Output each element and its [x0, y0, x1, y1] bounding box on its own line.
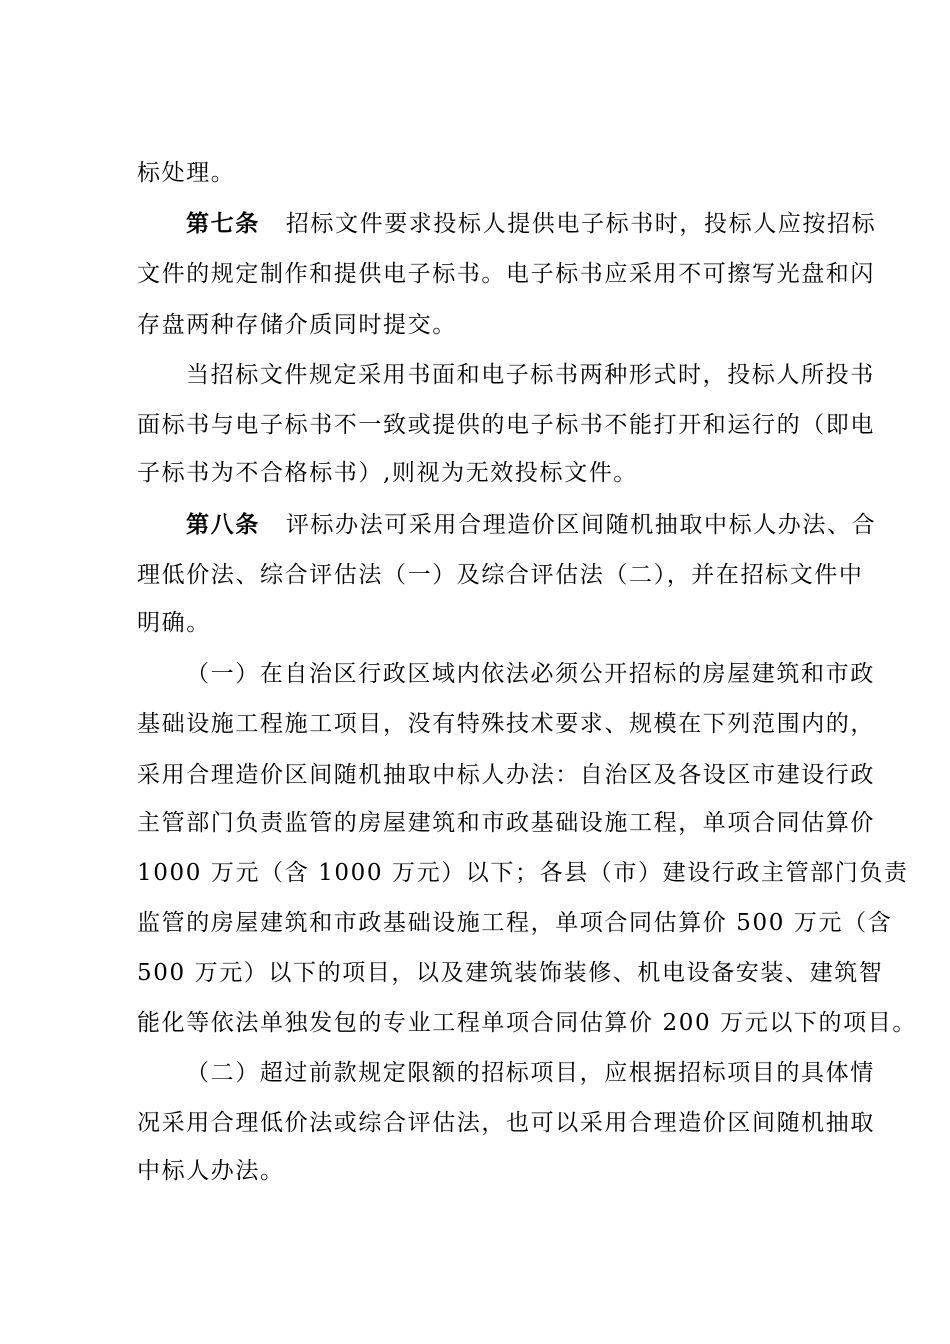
paragraph-line — [137, 458, 861, 488]
text-line: 理低价法、综合评估法（一）及综合评估法（二），并在招标文件中 — [137, 562, 864, 588]
article-heading: 第七条 — [186, 210, 260, 237]
text-line: 中标人办法。 — [137, 1158, 285, 1184]
text-line: 文件的规定制作和提供电子标书。电子标书应采用不可擦写光盘和闪 — [137, 261, 875, 287]
paragraph-line — [137, 1156, 861, 1186]
paragraph-line — [137, 560, 864, 590]
text-line: 评标办法可采用合理造价区间随机抽取中标人办法、合 — [285, 512, 877, 538]
paragraph-line — [137, 908, 893, 938]
article-heading: 第八条 — [186, 511, 260, 538]
text-line: 基础设施工程施工项目，没有特殊技术要求、规模在下列范围内的， — [137, 711, 875, 737]
paragraph-line — [137, 608, 861, 638]
text-line: 标处理。 — [137, 160, 236, 186]
article-8-first-line — [186, 510, 877, 540]
article-7-first-line — [186, 209, 877, 239]
paragraph-line — [137, 958, 884, 988]
text-line: 面标书与电子标书不一致或提供的电子标书不能打开和运行的（即电 — [137, 412, 875, 438]
paragraph-line — [186, 1058, 875, 1088]
text-line: 监管的房屋建筑和市政基础设施工程，单项合同估算价 500 万元（含 — [137, 910, 893, 936]
text-line: 招标文件要求投标人提供电子标书时，投标人应按招标 — [285, 211, 877, 237]
paragraph-line — [137, 310, 861, 340]
text-line: 明确。 — [137, 610, 211, 636]
text-line: 采用合理造价区间随机抽取中标人办法：自治区及各设区市建设行政 — [137, 762, 875, 788]
text-line: 当招标文件规定采用书面和电子标书两种形式时，投标人所投书 — [186, 362, 875, 388]
text-line: 1000 万元（含 1000 万元）以下；各县（市）建设行政主管部门负责 — [137, 860, 909, 886]
paragraph-line — [137, 808, 875, 838]
paragraph-line — [137, 259, 875, 289]
text-line: 500 万元）以下的项目，以及建筑装饰装修、机电设备安装、建筑智 — [137, 960, 884, 986]
paragraph-line — [137, 760, 875, 790]
paragraph-line — [137, 858, 909, 888]
paragraph-line — [137, 1108, 875, 1138]
text-line: 子标书为不合格标书）,则视为无效投标文件。 — [137, 460, 638, 486]
text-line: （一）在自治区行政区域内依法必须公开招标的房屋建筑和市政 — [186, 661, 875, 687]
text-line: 能化等依法单独发包的专业工程单项合同估算价 200 万元以下的项目。 — [137, 1010, 917, 1036]
text-line: 主管部门负责监管的房屋建筑和市政基础设施工程，单项合同估算价 — [137, 810, 875, 836]
paragraph-line — [137, 1008, 917, 1038]
text-line: 存盘两种存储介质同时提交。 — [137, 312, 457, 338]
paragraph-line — [137, 158, 861, 188]
paragraph-line — [186, 360, 875, 390]
text-line: 况采用合理低价法或综合评估法，也可以采用合理造价区间随机抽取 — [137, 1110, 875, 1136]
paragraph-line — [137, 709, 875, 739]
paragraph-line — [137, 410, 875, 440]
paragraph-line — [186, 659, 875, 689]
text-line: （二）超过前款规定限额的招标项目，应根据招标项目的具体情 — [186, 1060, 875, 1086]
